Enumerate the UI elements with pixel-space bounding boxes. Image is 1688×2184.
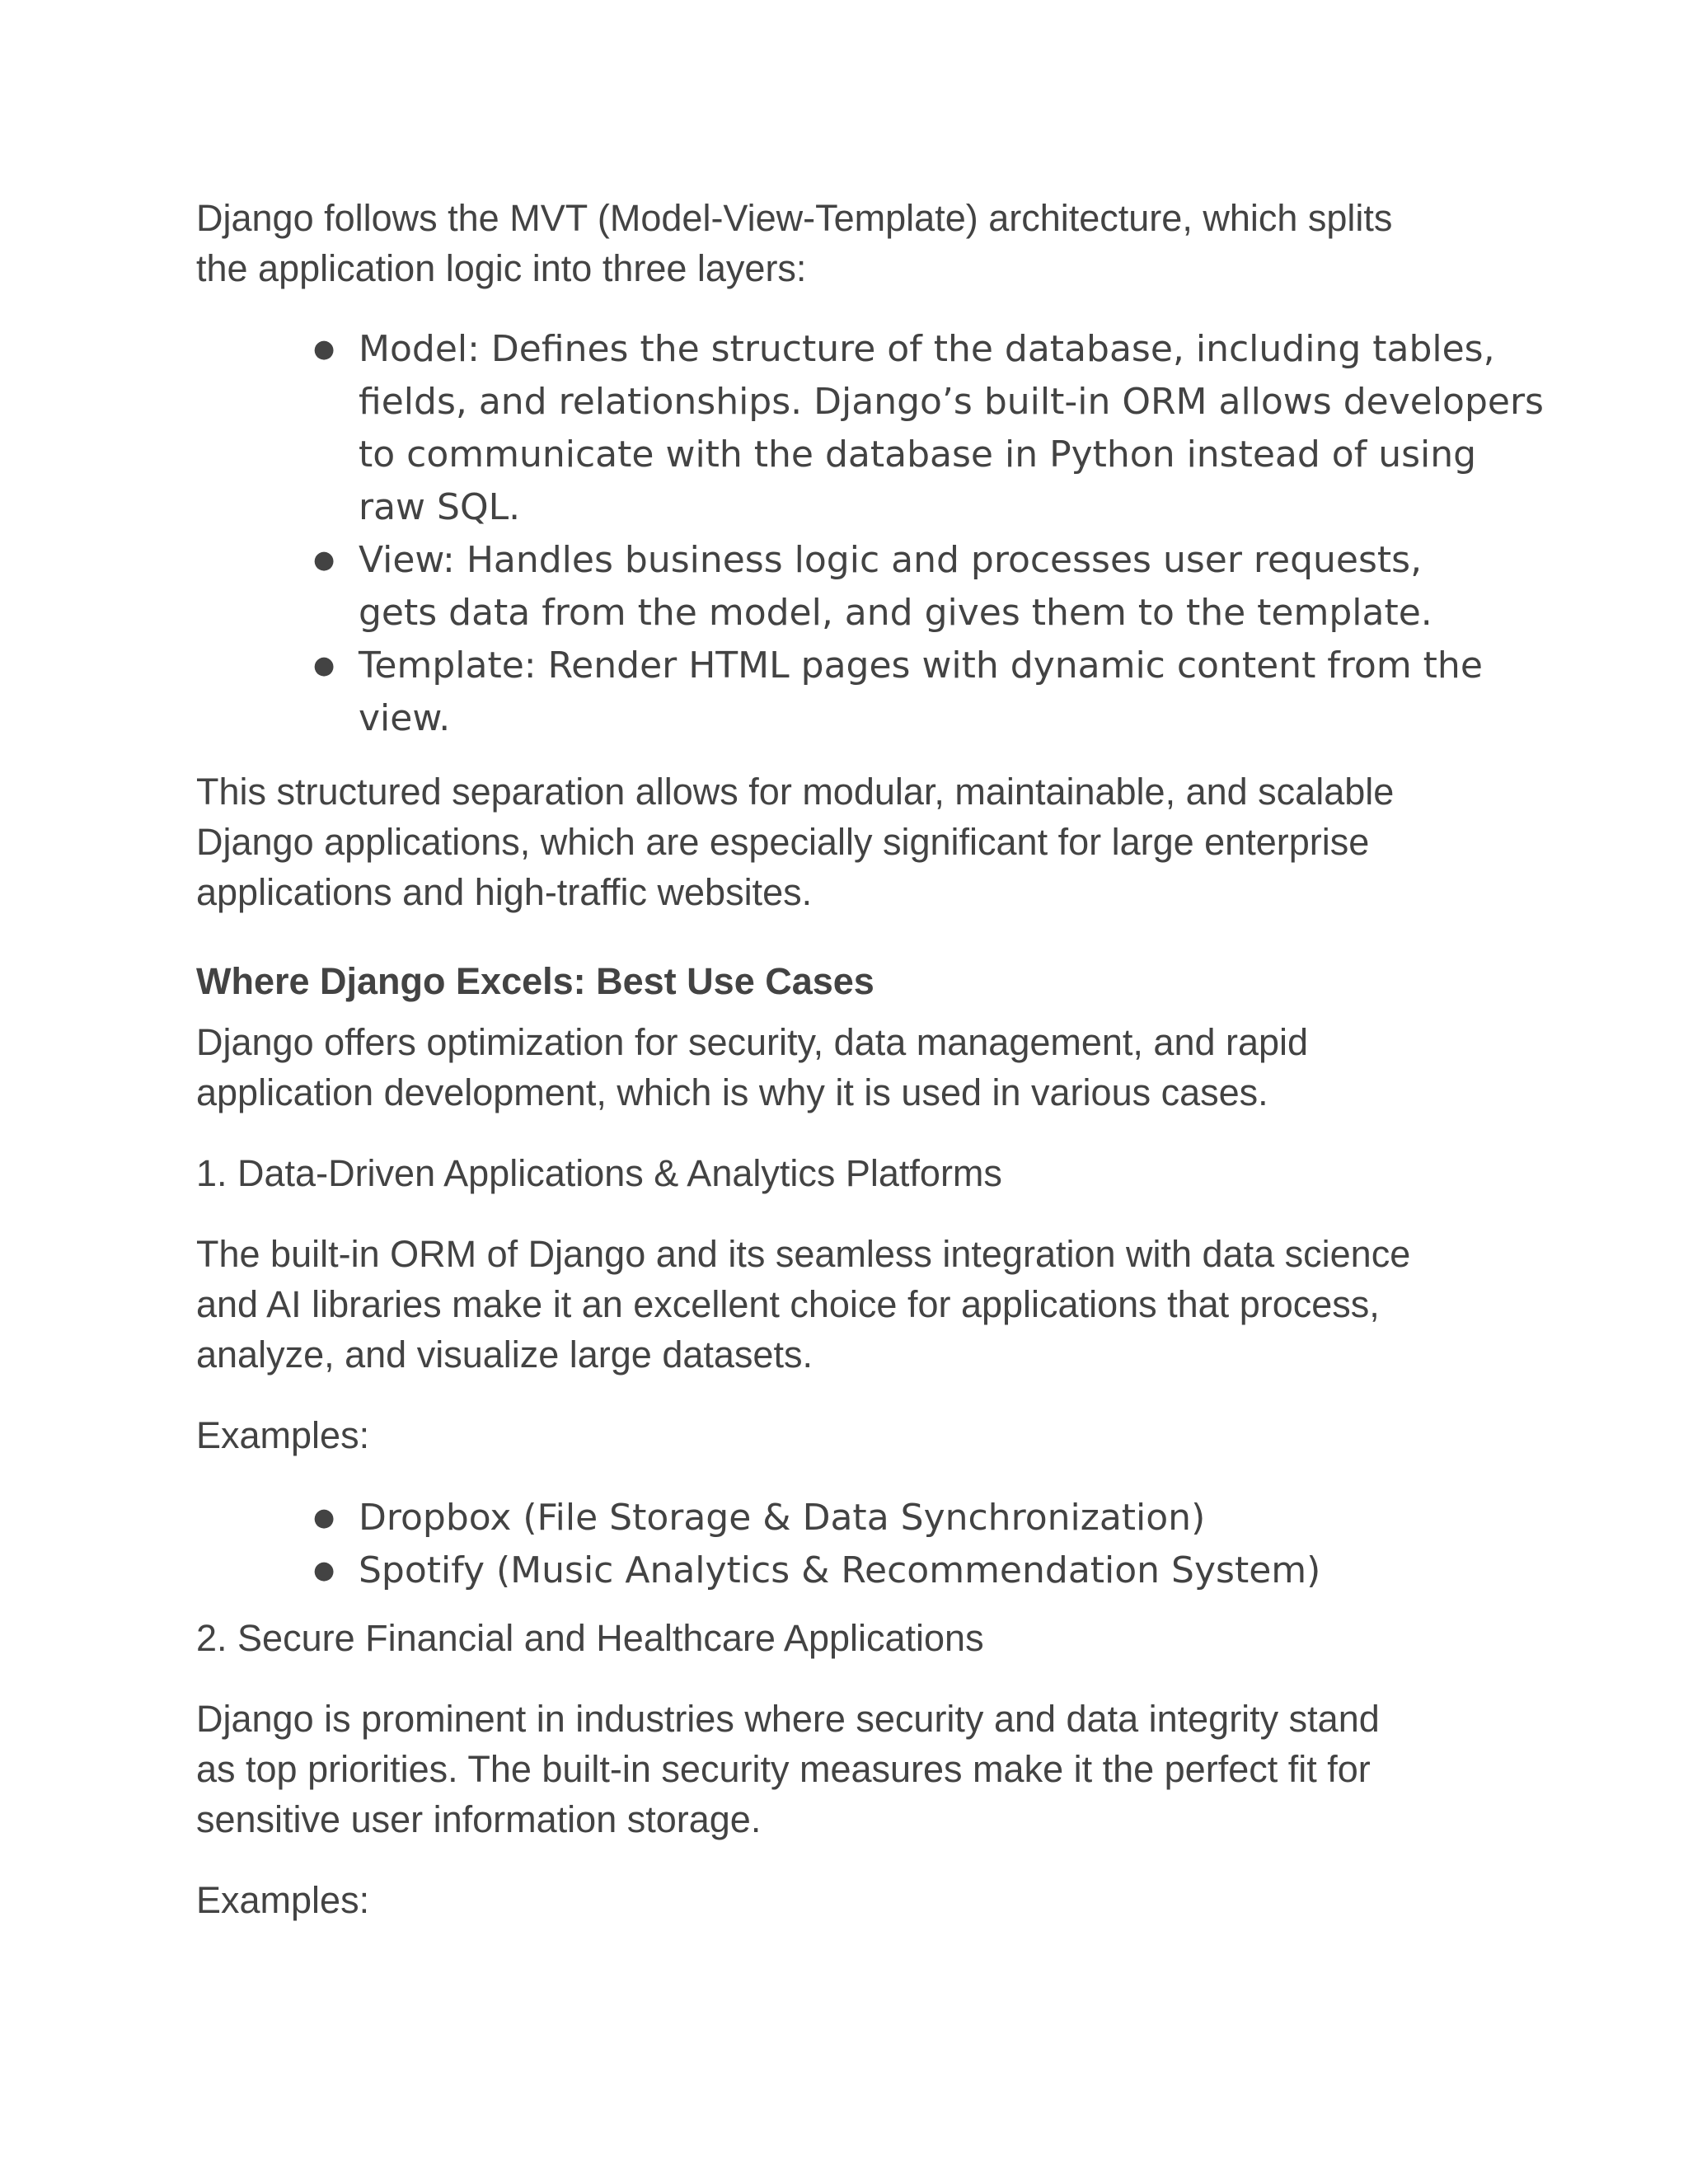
case2-body-line-1: Django is prominent in industries where security and data integrity stand xyxy=(196,1698,1380,1740)
bullet-dot-icon: ● xyxy=(313,335,335,363)
intro-line-2: the application logic into three layers: xyxy=(196,247,807,289)
bullet-model-line-2: fields, and relationships. Django’s built-in ORM allows developers xyxy=(359,381,1544,423)
bullet-dot-icon: ● xyxy=(313,1503,335,1532)
bullet-view-line-1: View: Handles business logic and processes user requests, xyxy=(359,539,1423,581)
case2-body-line-3: sensitive user information storage. xyxy=(196,1798,762,1840)
case1-body-line-1: The built-in ORM of Django and its seamless integration with data science xyxy=(196,1233,1411,1275)
example-dropbox xyxy=(0,1492,1688,1544)
bullet-template xyxy=(0,640,1688,745)
bullet-model xyxy=(0,323,1688,534)
bullet-template-line-1: Template: Render HTML pages with dynamic content from the xyxy=(359,644,1483,687)
case2-examples-label: Examples: xyxy=(196,1879,370,1921)
bullet-model-line-3: to communicate with the database in Python instead of using xyxy=(359,434,1477,476)
case1-examples-label: Examples: xyxy=(196,1414,370,1456)
section-intro-line-1: Django offers optimization for security, data management, and rapid xyxy=(196,1021,1309,1063)
bullet-dot-icon: ● xyxy=(313,651,335,680)
bullet-dot-icon: ● xyxy=(313,546,335,574)
bullet-view-line-2: gets data from the model, and gives them to the template. xyxy=(359,592,1432,634)
bullet-model-line-4: raw SQL. xyxy=(359,486,521,528)
case1-title: 1. Data-Driven Applications & Analytics Platforms xyxy=(196,1152,1002,1194)
example-spotify-text: Spotify (Music Analytics & Recommendation System) xyxy=(359,1549,1321,1591)
case1-body-line-3: analyze, and visualize large datasets. xyxy=(196,1333,813,1376)
bullet-model-line-1: Model: Defines the structure of the database, including tables, xyxy=(359,328,1495,370)
case1-examples-list xyxy=(0,1492,1688,1597)
example-dropbox-text: Dropbox (File Storage & Data Synchronization) xyxy=(359,1497,1206,1539)
separation-line-1: This structured separation allows for modular, maintainable, and scalable xyxy=(196,771,1395,813)
case2-body-line-2: as top priorities. The built-in security measures make it the perfect fit for xyxy=(196,1748,1371,1790)
example-spotify xyxy=(0,1544,1688,1597)
intro-line-1: Django follows the MVT (Model-View-Template) architecture, which splits xyxy=(196,197,1393,239)
bullet-view xyxy=(0,534,1688,640)
separation-line-3: applications and high-traffic websites. xyxy=(196,871,813,913)
mvt-bullet-list xyxy=(0,323,1688,745)
bullet-dot-icon: ● xyxy=(313,1556,335,1585)
case1-body-line-2: and AI libraries make it an excellent choice for applications that process, xyxy=(196,1283,1380,1325)
case2-title: 2. Secure Financial and Healthcare Applications xyxy=(196,1617,984,1659)
bullet-template-line-2: view. xyxy=(359,697,451,739)
separation-line-2: Django applications, which are especially significant for large enterprise xyxy=(196,821,1370,863)
section-heading: Where Django Excels: Best Use Cases xyxy=(196,960,874,1002)
section-intro-line-2: application development, which is why it is used in various cases. xyxy=(196,1071,1268,1113)
